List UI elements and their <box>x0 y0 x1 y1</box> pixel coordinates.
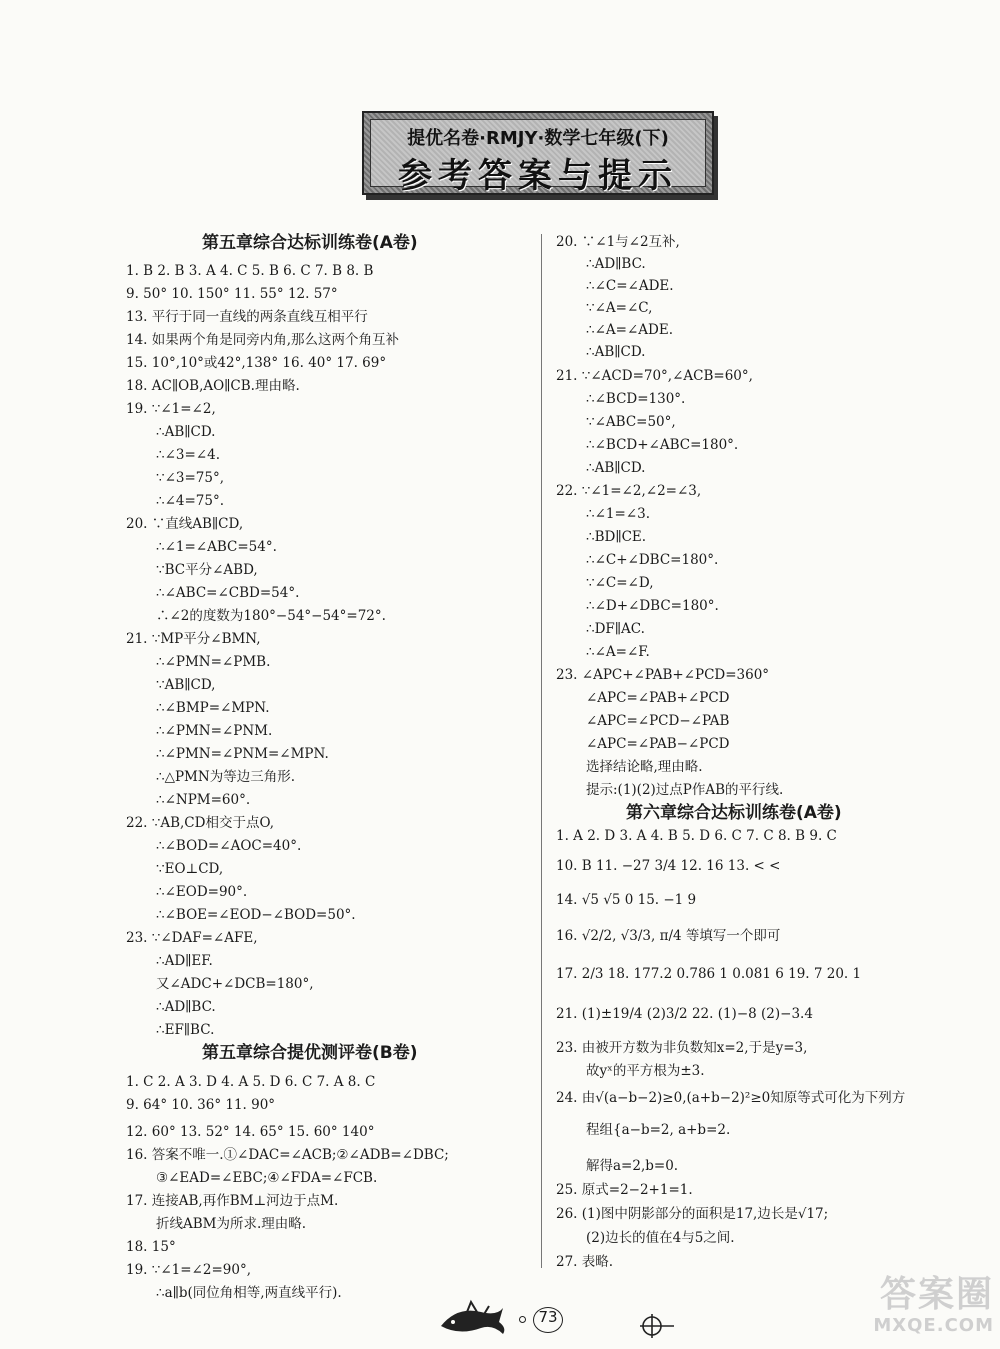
answer-line: 23. 由被开方数为非负数知x=2,于是y=3, <box>556 1040 808 1056</box>
answer-line: 21. ∵∠ACD=70°,∠ACB=60°, <box>556 368 753 384</box>
answer-line: 1. A 2. D 3. A 4. B 5. D 6. C 7. C 8. B 9. C <box>556 828 837 844</box>
answer-line: 17. 连接AB,再作BM⊥河边于点M. <box>126 1193 339 1209</box>
answer-line: ③∠EAD=∠EBC;④∠FDA=∠FCB. <box>156 1170 378 1186</box>
answer-line: 12. 60° 13. 52° 14. 65° 15. 60° 140° <box>126 1124 375 1140</box>
answer-line: (2)边长的值在4与5之间. <box>586 1230 735 1246</box>
answer-line: 17. 2/3 18. 177.2 0.786 1 0.081 6 19. 7 20. 1 <box>556 966 862 982</box>
answer-line: ∴∠1=∠3. <box>586 506 650 522</box>
answer-line: ∴DF∥AC. <box>586 621 645 637</box>
fish-icon <box>437 1298 517 1338</box>
watermark <box>814 1275 994 1347</box>
answer-line: ∴AB∥CD. <box>586 344 646 360</box>
answer-line: 21. ∵MP平分∠BMN, <box>126 631 261 647</box>
banner-title: 参考答案与提示 <box>398 156 678 196</box>
answer-line: ∵BC平分∠ABD, <box>156 562 258 578</box>
registration-mark-icon <box>632 1310 676 1340</box>
answer-line: ∴∠A=∠ADE. <box>586 322 673 338</box>
answer-line: 又∠ADC+∠DCB=180°, <box>156 976 314 992</box>
answer-line: ∴∠PMN=∠PNM. <box>156 723 273 739</box>
answer-line: 20. ∵∠1与∠2互补, <box>556 234 680 250</box>
answer-line: ∴∠4=75°. <box>156 493 225 509</box>
answer-line: ∴∠PMN=∠PNM=∠MPN. <box>156 746 329 762</box>
answer-line: 程组{a−b=2, a+b=2. <box>586 1122 731 1138</box>
answer-line: ∠APC=∠PAB−∠PCD <box>586 736 730 752</box>
answer-line: 14. √5 √5 0 15. −1 9 <box>556 892 697 908</box>
answer-line: 21. (1)±19/4 (2)3/2 22. (1)−8 (2)−3.4 <box>556 1006 813 1022</box>
answer-line: 故yˣ的平方根为±3. <box>586 1063 705 1079</box>
answer-line: ∴∠A=∠F. <box>586 644 650 660</box>
answer-line: 18. AC∥OB,AO∥CB.理由略. <box>126 378 300 394</box>
answer-line: 22. ∵∠1=∠2,∠2=∠3, <box>556 483 702 499</box>
answer-line: ∴∠1=∠ABC=54°. <box>156 539 277 555</box>
answer-line: 1. B 2. B 3. A 4. C 5. B 6. C 7. B 8. B <box>126 263 374 279</box>
answer-line: 18. 15° <box>126 1239 176 1255</box>
answer-line: 选择结论略,理由略. <box>586 759 703 775</box>
answer-line: ∵∠A=∠C, <box>586 300 653 316</box>
answer-line: 14. 如果两个角是同旁内角,那么这两个角互补 <box>126 332 400 348</box>
answer-line: 22. ∵AB,CD相交于点O, <box>126 815 275 831</box>
banner-subtitle: 提优名卷·RMJY·数学七年级(下) <box>407 128 669 149</box>
page-number: 73 <box>533 1307 563 1333</box>
answer-line: ∴∠2的度数为180°−54°−54°=72°. <box>156 608 386 624</box>
answer-line: 26. (1)图中阴影部分的面积是17,边长是√17; <box>556 1206 829 1222</box>
watermark-logo-text: 答案圈 <box>879 1274 994 1315</box>
answer-line: ∴∠C+∠DBC=180°. <box>586 552 719 568</box>
answer-line: 9. 64° 10. 36° 11. 90° <box>126 1097 276 1113</box>
answer-line: ∴EF∥BC. <box>156 1022 215 1038</box>
page-number-area <box>437 1298 577 1338</box>
separator-dot <box>519 1316 526 1323</box>
answer-line: ∴∠BCD+∠ABC=180°. <box>586 437 739 453</box>
answer-line: 16. 答案不唯一.①∠DAC=∠ACB;②∠ADB=∠DBC; <box>126 1147 449 1163</box>
answer-line: 24. 由√(a−b−2)≥0,(a+b−2)²≥0知原等式可化为下列方 <box>556 1090 906 1106</box>
answer-line: 折线ABM为所求.理由略. <box>156 1216 307 1232</box>
section-heading: 第六章综合达标训练卷(A卷) <box>626 803 842 823</box>
answer-line: 10. B 11. −27 3/4 12. 16 13. < < <box>556 858 781 874</box>
answer-line: ∴AD∥BC. <box>156 999 216 1015</box>
section-heading: 第五章综合提优测评卷(B卷) <box>202 1043 418 1063</box>
answer-line: 23. ∵∠DAF=∠AFE, <box>126 930 258 946</box>
answer-line: ∵AB∥CD, <box>156 677 216 693</box>
answer-line: ∴BD∥CE. <box>586 529 647 545</box>
answer-line: 19. ∵∠1=∠2=90°, <box>126 1262 251 1278</box>
answer-line: 15. 10°,10°或42°,138° 16. 40° 17. 69° <box>126 355 387 371</box>
answer-line: 9. 50° 10. 150° 11. 55° 12. 57° <box>126 286 338 302</box>
answer-line: 13. 平行于同一直线的两条直线互相平行 <box>126 309 368 325</box>
answer-line: ∠APC=∠PAB+∠PCD <box>586 690 730 706</box>
banner-inner <box>370 119 706 196</box>
answer-line: ∴△PMN为等边三角形. <box>156 769 295 785</box>
answer-line: ∴AB∥CD. <box>586 460 646 476</box>
answer-line: 20. ∵直线AB∥CD, <box>126 516 244 532</box>
answer-line: ∴AD∥BC. <box>586 256 646 272</box>
answer-line: ∴∠NPM=60°. <box>156 792 251 808</box>
answer-line: ∴∠PMN=∠PMB. <box>156 654 271 670</box>
answer-line: 1. C 2. A 3. D 4. A 5. D 6. C 7. A 8. C <box>126 1074 376 1090</box>
section-heading: 第五章综合达标训练卷(A卷) <box>202 233 418 253</box>
answer-line: ∴∠C=∠ADE. <box>586 278 674 294</box>
answer-line: ∴AD∥EF. <box>156 953 213 969</box>
answer-line: ∴∠BOD=∠AOC=40°. <box>156 838 302 854</box>
answer-line: ∵∠C=∠D, <box>586 575 654 591</box>
answer-line: ∵∠3=75°, <box>156 470 225 486</box>
answer-line: ∴∠3=∠4. <box>156 447 220 463</box>
answer-line: 解得a=2,b=0. <box>586 1158 679 1174</box>
answer-line: 25. 原式=2−2+1=1. <box>556 1182 693 1198</box>
title-banner <box>362 111 714 195</box>
answer-line: 16. √2/2, √3/3, π/4 等填写一个即可 <box>556 928 781 944</box>
answer-line: ∵EO⊥CD, <box>156 861 224 877</box>
answer-line: ∴∠EOD=90°. <box>156 884 248 900</box>
answer-line: 提示:(1)(2)过点P作AB的平行线. <box>586 782 784 798</box>
answer-line: 19. ∵∠1=∠2, <box>126 401 216 417</box>
answer-line: 23. ∠APC+∠PAB+∠PCD=360° <box>556 667 770 683</box>
answer-line: ∴a∥b(同位角相等,两直线平行). <box>156 1285 342 1301</box>
answer-line: ∠APC=∠PCD−∠PAB <box>586 713 730 729</box>
answer-line: ∴AB∥CD. <box>156 424 216 440</box>
answer-line: ∵∠ABC=50°, <box>586 414 676 430</box>
column-divider <box>541 234 542 1268</box>
answer-line: ∴∠D+∠DBC=180°. <box>586 598 719 614</box>
answer-line: ∴∠BOE=∠EOD−∠BOD=50°. <box>156 907 356 923</box>
answer-line: ∴∠ABC=∠CBD=54°. <box>156 585 300 601</box>
answer-line: 27. 表略. <box>556 1254 614 1270</box>
watermark-url: MXQE.COM <box>873 1315 994 1336</box>
answer-line: ∴∠BMP=∠MPN. <box>156 700 270 716</box>
answer-line: ∴∠BCD=130°. <box>586 391 686 407</box>
